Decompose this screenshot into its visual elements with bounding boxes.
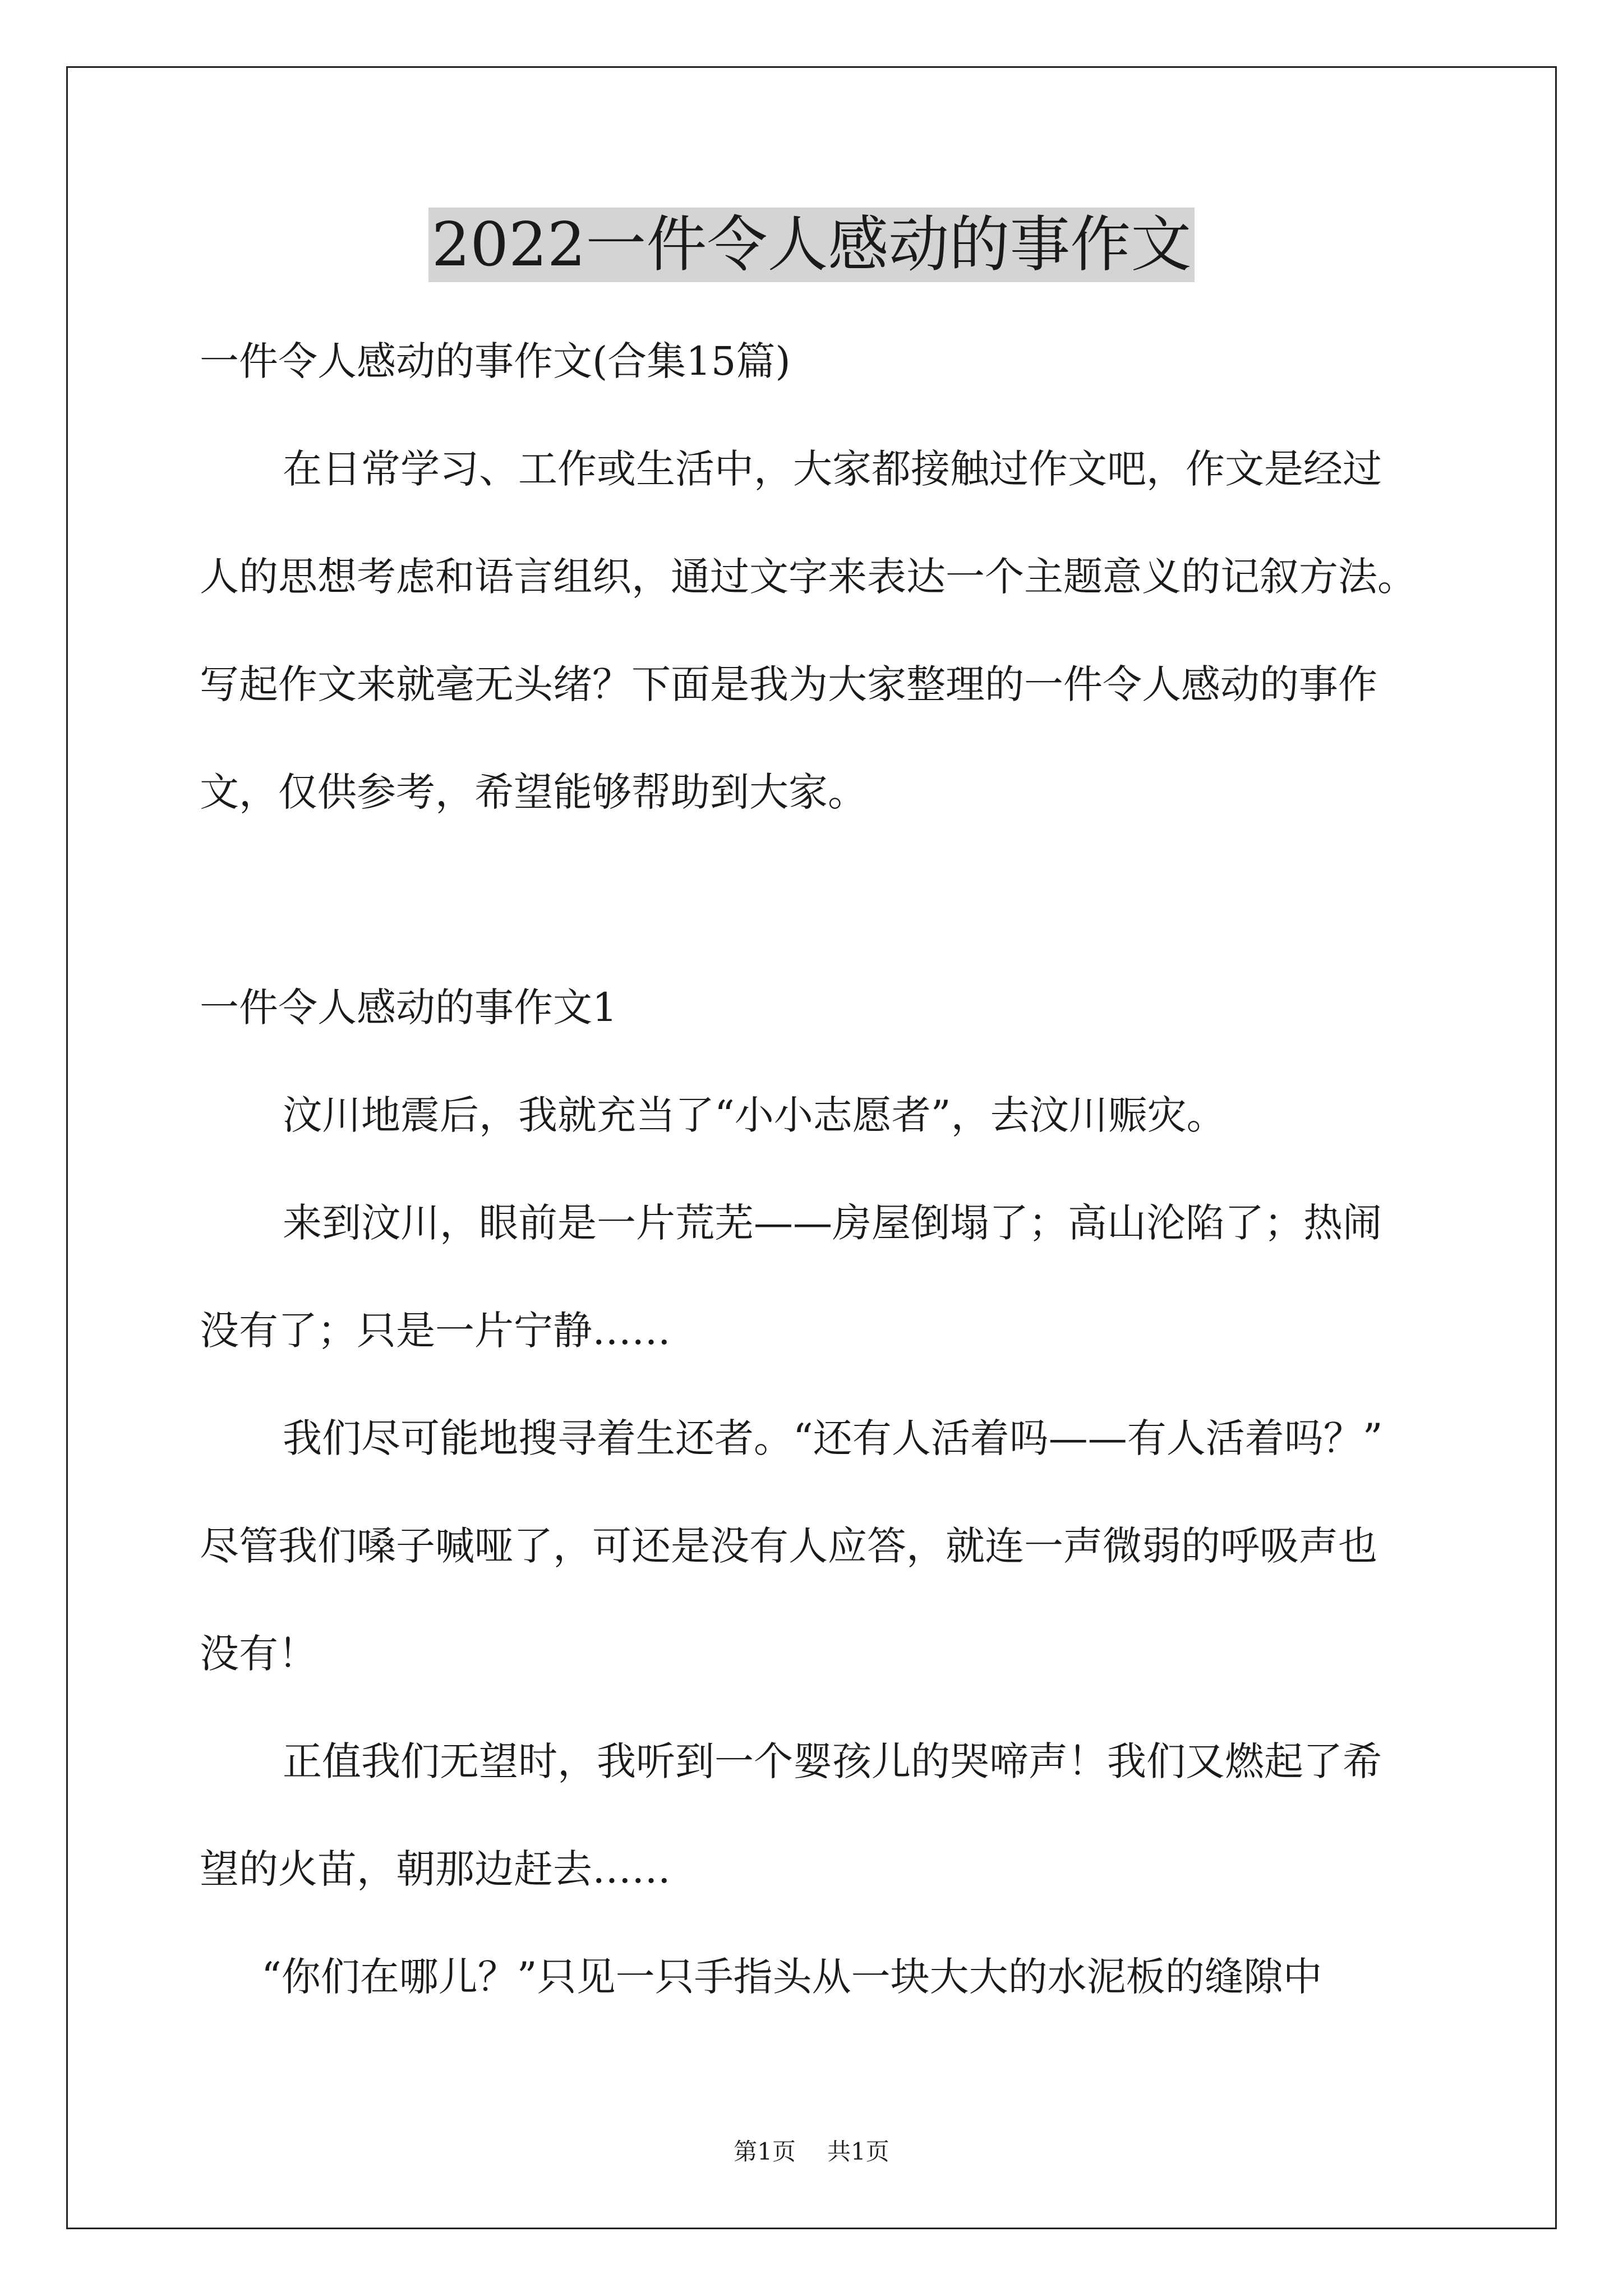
paragraph-line: 没有了；只是一片宁静…… <box>200 1308 671 1354</box>
paragraph-line: “你们在哪儿？”只见一只手指头从一块大大的水泥板的缝隙中 <box>261 1954 1322 2000</box>
intro-line: 在日常学习、工作或生活中，大家都接触过作文吧，作文是经过 <box>283 446 1382 492</box>
paragraph-gap <box>200 846 1433 954</box>
paragraph-line: 来到汶川，眼前是一片荒芜——房屋倒塌了；高山沦陷了；热闹 <box>283 1200 1382 1246</box>
paragraph-line: 汶川地震后，我就充当了“小小志愿者”，去汶川赈灾。 <box>283 1092 1226 1138</box>
section-heading: 一件令人感动的事作文1 <box>200 984 617 1030</box>
paragraph-line: 望的火苗，朝那边赶去…… <box>200 1846 671 1892</box>
intro-line: 写起作文来就毫无头绪？下面是我为大家整理的一件令人感动的事作 <box>200 661 1377 707</box>
paragraph-line: 正值我们无望时，我听到一个婴孩儿的哭啼声！我们又燃起了希 <box>283 1738 1382 1784</box>
document-title-text: 2022一件令人感动的事作文 <box>428 208 1195 282</box>
paragraph-line: 尽管我们嗓子喊哑了，可还是没有人应答，就连一声微弱的呼吸声也 <box>200 1523 1377 1569</box>
page-total: 共1页 <box>827 2138 889 2165</box>
paragraph-line: 我们尽可能地搜寻着生还者。“还有人活着吗——有人活着吗？” <box>283 1415 1383 1461</box>
document-title <box>0 203 1623 287</box>
intro-line: 文，仅供参考，希望能够帮助到大家。 <box>200 769 867 815</box>
paragraph-line: 没有！ <box>200 1631 317 1677</box>
page-number: 第1页 <box>734 2138 796 2165</box>
page-footer <box>0 2135 1623 2169</box>
document-body <box>200 307 1433 2031</box>
intro-line: 人的思想考虑和语言组织，通过文字来表达一个主题意义的记叙方法。 <box>200 554 1417 600</box>
document-subtitle: 一件令人感动的事作文(合集15篇) <box>200 338 791 384</box>
